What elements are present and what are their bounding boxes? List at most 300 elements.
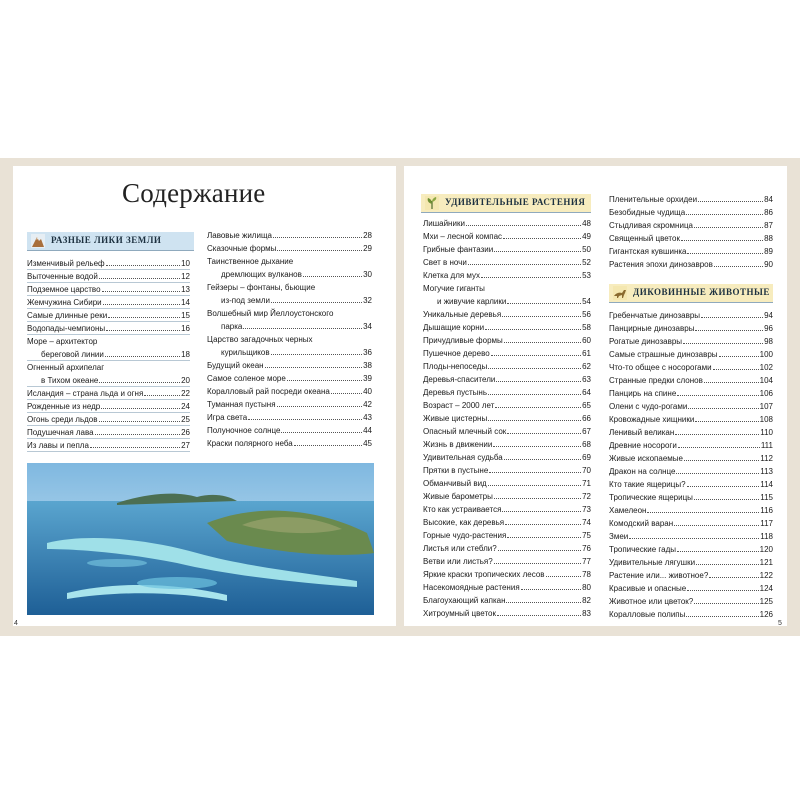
toc-entry-title: Изменчивый рельеф xyxy=(27,259,105,268)
toc-dot-leader xyxy=(468,256,581,265)
toc-entry[interactable] xyxy=(207,385,372,398)
toc-entry-page: 118 xyxy=(760,532,773,541)
toc-entry-page: 90 xyxy=(764,260,773,269)
toc-entry-title: Гигантская кувшинка xyxy=(609,247,687,256)
toc-entry-title: Уникальные деревья xyxy=(423,310,502,319)
toc-entry[interactable] xyxy=(423,425,591,438)
toc-entry-title: Самые длинные реки xyxy=(27,311,108,320)
toc-entry-page: 86 xyxy=(764,208,773,217)
toc-entry[interactable] xyxy=(207,307,372,320)
toc-entry[interactable] xyxy=(609,400,773,413)
toc-dot-leader xyxy=(687,478,760,487)
toc-entry-page: 80 xyxy=(582,583,591,592)
toc-entry[interactable] xyxy=(207,346,372,359)
toc-entry-page: 104 xyxy=(759,376,773,385)
toc-entry-title: Пленительные орхидеи xyxy=(609,195,698,204)
toc-entry[interactable] xyxy=(423,477,591,490)
toc-entry-title: Удивительная судьба xyxy=(423,453,503,462)
toc-entry-title: Возраст – 2000 лет xyxy=(423,401,495,410)
toc-entry[interactable] xyxy=(609,556,773,569)
toc-entry-title: Благоухающий капкан xyxy=(423,596,506,605)
toc-entry[interactable] xyxy=(609,413,773,426)
toc-entry-page: 82 xyxy=(582,596,591,605)
toc-entry-title: Могучие гиганты xyxy=(423,284,485,293)
toc-entry-page: 66 xyxy=(582,414,591,423)
toc-dot-leader xyxy=(507,425,581,434)
toc-dot-leader xyxy=(694,219,763,228)
toc-entry-page: 88 xyxy=(764,234,773,243)
toc-entry[interactable] xyxy=(609,569,773,582)
toc-dot-leader xyxy=(701,309,763,318)
toc-dot-leader xyxy=(106,257,180,266)
toc-entry-page: 56 xyxy=(582,310,591,319)
section-title-animals: ДИКОВИННЫЕ ЖИВОТНЫЕ xyxy=(633,287,770,297)
toc-entry-title: Мхи – лесной компас xyxy=(423,232,503,241)
toc-dot-leader xyxy=(494,490,581,499)
toc-entry-page: 124 xyxy=(759,584,773,593)
toc-entry-title: Странные предки слонов xyxy=(609,376,703,385)
toc-entry-title: Хамелеон xyxy=(609,506,647,515)
toc-entry[interactable] xyxy=(423,464,591,477)
toc-entry[interactable] xyxy=(609,504,773,517)
toc-entry[interactable] xyxy=(423,438,591,451)
toc-dot-leader xyxy=(99,413,181,422)
toc-entry-title: Хитроумный цветок xyxy=(423,609,496,618)
toc-entry[interactable] xyxy=(423,334,591,347)
toc-entry[interactable] xyxy=(423,386,591,399)
toc-entry-page: 122 xyxy=(759,571,773,580)
toc-dot-leader xyxy=(505,516,581,525)
toc-dot-leader xyxy=(95,426,180,435)
toc-entry-title: Самые страшные динозавры xyxy=(609,350,718,359)
toc-entry[interactable] xyxy=(609,219,773,232)
toc-entry-page: 83 xyxy=(582,609,591,618)
toc-dot-leader xyxy=(99,374,180,383)
toc-entry-title: Живые барометры xyxy=(423,492,493,501)
toc-dot-leader xyxy=(704,374,759,383)
toc-entry-title: Рожденные из недр xyxy=(27,402,101,411)
toc-entry-title: Кто такие ящерицы? xyxy=(609,480,686,489)
toc-entry-page: 75 xyxy=(582,531,591,540)
toc-entry[interactable] xyxy=(423,568,591,581)
toc-dot-leader xyxy=(686,206,763,215)
toc-dot-leader xyxy=(105,348,180,357)
toc-entry-page: 72 xyxy=(582,492,591,501)
toc-entry-page: 73 xyxy=(582,505,591,514)
toc-dot-leader xyxy=(502,503,581,512)
toc-entry-page: 10 xyxy=(181,259,190,268)
toc-entry-page: 100 xyxy=(759,350,773,359)
toc-entry-title: Волшебный мир Йеллоустонского xyxy=(207,309,334,318)
toc-entry-page: 120 xyxy=(759,545,773,554)
toc-entry-title: Змеи xyxy=(609,532,629,541)
toc-entry-page: 26 xyxy=(181,428,190,437)
toc-dot-leader xyxy=(629,530,759,539)
toc-entry-page: 115 xyxy=(760,493,773,502)
toc-entry-title: Красивые и опасные xyxy=(609,584,687,593)
toc-entry[interactable] xyxy=(609,322,773,335)
toc-entry-title: и живучие карлики xyxy=(437,297,507,306)
toc-entry[interactable] xyxy=(609,309,773,322)
toc-entry-title: Водопады-чемпионы xyxy=(27,324,106,333)
toc-entry[interactable] xyxy=(423,412,591,425)
toc-entry-title: парка xyxy=(221,322,243,331)
toc-entry-title: Из лавы и пепла xyxy=(27,441,89,450)
toc-entry-page: 68 xyxy=(582,440,591,449)
toc-entry-title: Огненный архипелаг xyxy=(27,363,105,372)
toc-dot-leader xyxy=(504,451,581,460)
toc-dot-leader xyxy=(488,477,581,486)
toc-dot-leader xyxy=(493,438,581,447)
toc-entry-title: Кто как устраивается xyxy=(423,505,502,514)
toc-entry[interactable] xyxy=(609,478,773,491)
toc-entry-title: Листья или стебли? xyxy=(423,544,497,553)
toc-entry[interactable] xyxy=(609,426,773,439)
toc-entry-title: Удивительные лягушки xyxy=(609,558,696,567)
toc-entry-title: Грибные фантазии xyxy=(423,245,494,254)
toc-entry-page: 125 xyxy=(759,597,773,606)
toc-entry-title: Туманная пустыня xyxy=(207,400,276,409)
toc-dot-leader xyxy=(675,426,759,435)
toc-entry[interactable] xyxy=(423,529,591,542)
toc-entry-title: Плоды-непоседы xyxy=(423,362,488,371)
toc-entry-title: Рогатые динозавры xyxy=(609,337,683,346)
toc-entry-page: 42 xyxy=(363,400,372,409)
toc-entry-page: 34 xyxy=(363,322,372,331)
toc-entry-page: 28 xyxy=(363,231,372,240)
toc-entry-title: Стыдливая скромница xyxy=(609,221,693,230)
toc-entry[interactable] xyxy=(609,543,773,556)
toc-entry-title: Лишайники xyxy=(423,219,465,228)
toc-entry[interactable] xyxy=(609,361,773,374)
page-title: Содержание xyxy=(122,178,266,208)
toc-entry[interactable] xyxy=(609,193,773,206)
section-title-earth: РАЗНЫЕ ЛИКИ ЗЕМЛИ xyxy=(51,235,162,245)
toc-entry[interactable] xyxy=(207,294,372,307)
toc-entry-title: Гребенчатые динозавры xyxy=(609,311,701,320)
toc-dot-leader xyxy=(494,243,581,252)
toc-entry-title: дремлющих вулканов xyxy=(221,270,302,279)
toc-entry-page: 52 xyxy=(582,258,591,267)
toc-entry[interactable] xyxy=(207,359,372,372)
toc-entry[interactable] xyxy=(423,243,591,256)
toc-entry[interactable] xyxy=(423,607,591,620)
section-header-earth xyxy=(27,232,194,251)
toc-entry-title: Комодский варан xyxy=(609,519,674,528)
toc-entry[interactable] xyxy=(207,255,372,268)
toc-entry-page: 113 xyxy=(760,467,773,476)
toc-entry-page: 60 xyxy=(582,336,591,345)
toc-entry-page: 14 xyxy=(181,298,190,307)
toc-entry[interactable] xyxy=(27,361,190,374)
toc-entry[interactable] xyxy=(423,308,591,321)
toc-entry[interactable] xyxy=(423,399,591,412)
toc-entry[interactable] xyxy=(423,295,591,308)
toc-entry-page: 43 xyxy=(363,413,372,422)
toc-dot-leader xyxy=(719,348,759,357)
toc-dot-leader xyxy=(696,556,759,565)
toc-dot-leader xyxy=(273,229,362,238)
toc-entry-title: Тропические ящерицы xyxy=(609,493,693,502)
toc-dot-leader xyxy=(498,542,581,551)
toc-entry[interactable] xyxy=(609,245,773,258)
toc-entry-title: Кровожадные хищники xyxy=(609,415,695,424)
toc-entry[interactable] xyxy=(423,373,591,386)
toc-dot-leader xyxy=(709,569,758,578)
toc-entry[interactable] xyxy=(609,348,773,361)
toc-dot-leader xyxy=(503,230,581,239)
toc-entry[interactable] xyxy=(423,230,591,243)
toc-entry-title: Подушечная лава xyxy=(27,428,94,437)
toc-entry[interactable] xyxy=(423,581,591,594)
toc-dot-leader xyxy=(647,504,759,513)
toc-entry-title: Море – архитектор xyxy=(27,337,98,346)
toc-dot-leader xyxy=(265,359,363,368)
page-number-left: 4 xyxy=(14,620,18,627)
toc-entry[interactable] xyxy=(609,608,773,621)
toc-entry-title: Царство загадочных черных xyxy=(207,335,313,344)
toc-column-3 xyxy=(423,217,591,620)
toc-entry[interactable] xyxy=(423,542,591,555)
toc-entry-title: Пушечное дерево xyxy=(423,349,490,358)
toc-entry[interactable] xyxy=(609,582,773,595)
toc-dot-leader xyxy=(277,242,362,251)
toc-dot-leader xyxy=(502,308,581,317)
toc-entry[interactable] xyxy=(207,398,372,411)
toc-entry-title: Клетка для мух xyxy=(423,271,481,280)
toc-entry-page: 65 xyxy=(582,401,591,410)
dinosaur-icon xyxy=(613,286,627,300)
toc-entry-page: 22 xyxy=(181,389,190,398)
toc-dot-leader xyxy=(677,543,759,552)
toc-dot-leader xyxy=(698,193,763,202)
toc-entry[interactable] xyxy=(423,516,591,529)
toc-dot-leader xyxy=(677,387,758,396)
toc-entry[interactable] xyxy=(609,439,773,452)
toc-entry[interactable] xyxy=(423,451,591,464)
toc-dot-leader xyxy=(99,270,180,279)
toc-entry-title: Дышащие корни xyxy=(423,323,485,332)
toc-entry[interactable] xyxy=(207,242,372,255)
toc-dot-leader xyxy=(277,398,363,407)
toc-entry-title: Выточенные водой xyxy=(27,272,98,281)
toc-entry-page: 71 xyxy=(582,479,591,488)
toc-entry-page: 117 xyxy=(760,519,773,528)
toc-entry-page: 78 xyxy=(582,570,591,579)
toc-dot-leader xyxy=(546,568,582,577)
toc-entry-page: 126 xyxy=(759,610,773,619)
toc-entry-page: 70 xyxy=(582,466,591,475)
toc-dot-leader xyxy=(681,232,763,241)
toc-entry[interactable] xyxy=(423,490,591,503)
toc-entry-title: Панцирь на спине xyxy=(609,389,677,398)
toc-entry-page: 107 xyxy=(759,402,773,411)
toc-entry[interactable] xyxy=(423,217,591,230)
toc-entry-title: Жемчужина Сибири xyxy=(27,298,102,307)
toc-dot-leader xyxy=(521,581,581,590)
toc-entry-title: Обманчивый вид xyxy=(423,479,487,488)
toc-entry[interactable] xyxy=(609,206,773,219)
toc-dot-leader xyxy=(491,347,581,356)
toc-entry-page: 84 xyxy=(764,195,773,204)
toc-entry[interactable] xyxy=(423,555,591,568)
toc-entry-title: в Тихом океане xyxy=(41,376,99,385)
toc-entry[interactable] xyxy=(423,503,591,516)
toc-entry-page: 48 xyxy=(582,219,591,228)
toc-entry-title: Деревья-спасители xyxy=(423,375,496,384)
toc-dot-leader xyxy=(243,320,362,329)
toc-entry-page: 15 xyxy=(181,311,190,320)
toc-entry-page: 24 xyxy=(181,402,190,411)
toc-entry[interactable] xyxy=(423,256,591,269)
toc-entry-page: 89 xyxy=(764,247,773,256)
toc-entry-title: Ленивый великан xyxy=(609,428,675,437)
toc-entry-page: 13 xyxy=(181,285,190,294)
toc-entry-title: Краски полярного неба xyxy=(207,439,293,448)
toc-entry[interactable] xyxy=(609,530,773,543)
toc-dot-leader xyxy=(248,411,362,420)
toc-entry[interactable] xyxy=(609,258,773,271)
toc-entry[interactable] xyxy=(207,333,372,346)
toc-entry[interactable] xyxy=(207,437,372,450)
toc-entry-page: 20 xyxy=(181,376,190,385)
toc-entry-page: 50 xyxy=(582,245,591,254)
toc-entry-page: 112 xyxy=(760,454,773,463)
toc-entry-title: Священный цветок xyxy=(609,234,680,243)
toc-dot-leader xyxy=(271,346,363,355)
toc-entry-title: Коралловый рай посреди океана xyxy=(207,387,330,396)
toc-entry-page: 69 xyxy=(582,453,591,462)
toc-entry-title: Сказочные формы xyxy=(207,244,277,253)
toc-entry[interactable] xyxy=(207,372,372,385)
toc-entry-page: 54 xyxy=(582,297,591,306)
toc-entry[interactable] xyxy=(207,424,372,437)
toc-dot-leader xyxy=(90,439,180,448)
toc-entry-title: Животное или цветок? xyxy=(609,597,694,606)
toc-dot-leader xyxy=(687,582,758,591)
toc-entry[interactable] xyxy=(207,320,372,333)
toc-dot-leader xyxy=(144,387,180,396)
toc-dot-leader xyxy=(678,439,760,448)
toc-entry[interactable] xyxy=(423,269,591,282)
toc-entry-page: 74 xyxy=(582,518,591,527)
toc-entry-page: 63 xyxy=(582,375,591,384)
toc-entry[interactable] xyxy=(609,465,773,478)
toc-entry[interactable] xyxy=(207,268,372,281)
toc-entry[interactable] xyxy=(207,411,372,424)
toc-entry-page: 18 xyxy=(181,350,190,359)
toc-dot-leader xyxy=(695,413,758,422)
toc-entry-page: 102 xyxy=(759,363,773,372)
toc-entry-page: 77 xyxy=(582,557,591,566)
toc-column-4-bottom xyxy=(609,309,773,621)
toc-entry-page: 38 xyxy=(363,361,372,370)
toc-entry-title: Деревья пустынь xyxy=(423,388,487,397)
toc-entry-page: 12 xyxy=(181,272,190,281)
toc-entry[interactable] xyxy=(609,517,773,530)
toc-entry-title: Самое соленое море xyxy=(207,374,286,383)
toc-entry-title: Опасный млечный сок xyxy=(423,427,507,436)
toc-entry-title: Насекомоядные растения xyxy=(423,583,520,592)
toc-entry[interactable] xyxy=(207,281,372,294)
toc-column-1 xyxy=(27,257,190,452)
toc-dot-leader xyxy=(102,283,181,292)
toc-entry-title: Жизнь в движении xyxy=(423,440,493,449)
toc-dot-leader xyxy=(674,517,759,526)
toc-entry-title: Причудливые формы xyxy=(423,336,503,345)
toc-entry-title: Подземное царство xyxy=(27,285,101,294)
toc-entry-title: Тропические гады xyxy=(609,545,677,554)
toc-dot-leader xyxy=(101,400,180,409)
toc-entry-title: Горные чудо-растения xyxy=(423,531,507,540)
toc-entry[interactable] xyxy=(423,282,591,295)
toc-dot-leader xyxy=(485,321,581,330)
toc-entry-page: 36 xyxy=(363,348,372,357)
toc-entry-page: 61 xyxy=(582,349,591,358)
toc-entry-page: 96 xyxy=(764,324,773,333)
mountain-icon xyxy=(31,234,45,248)
toc-dot-leader xyxy=(488,386,581,395)
toc-entry-page: 114 xyxy=(760,480,773,489)
toc-entry-page: 27 xyxy=(181,441,190,450)
toc-entry-page: 67 xyxy=(582,427,591,436)
toc-entry[interactable] xyxy=(609,335,773,348)
toc-dot-leader xyxy=(108,309,180,318)
toc-entry[interactable] xyxy=(423,347,591,360)
toc-entry-page: 111 xyxy=(760,441,773,450)
toc-dot-leader xyxy=(287,372,362,381)
toc-entry-title: Игра света xyxy=(207,413,248,422)
toc-entry[interactable] xyxy=(609,387,773,400)
toc-entry-page: 39 xyxy=(363,374,372,383)
toc-entry[interactable] xyxy=(207,229,372,242)
toc-entry-title: курильщиков xyxy=(221,348,270,357)
toc-entry[interactable] xyxy=(27,335,190,348)
toc-entry-title: из-под земли xyxy=(221,296,270,305)
section-header-animals xyxy=(609,284,773,303)
toc-entry[interactable] xyxy=(609,232,773,245)
toc-entry-title: Растение или... животное? xyxy=(609,571,709,580)
toc-dot-leader xyxy=(713,361,759,370)
toc-entry-page: 49 xyxy=(582,232,591,241)
toc-entry[interactable] xyxy=(609,374,773,387)
toc-dot-leader xyxy=(497,607,581,616)
toc-entry[interactable] xyxy=(609,491,773,504)
toc-entry[interactable] xyxy=(423,594,591,607)
toc-entry-title: Коралловые полипы xyxy=(609,610,686,619)
toc-entry-title: Живые цистерны xyxy=(423,414,488,423)
toc-entry[interactable] xyxy=(609,452,773,465)
toc-dot-leader xyxy=(488,360,581,369)
toc-entry-title: Таинственное дыхание xyxy=(207,257,294,266)
toc-entry[interactable] xyxy=(423,321,591,334)
toc-entry-page: 87 xyxy=(764,221,773,230)
toc-entry[interactable] xyxy=(609,595,773,608)
toc-entry-page: 106 xyxy=(759,389,773,398)
toc-dot-leader xyxy=(466,217,581,226)
toc-dot-leader xyxy=(694,595,758,604)
toc-entry[interactable] xyxy=(423,360,591,373)
toc-entry-page: 32 xyxy=(363,296,372,305)
toc-entry-title: Олени с чудо-рогами xyxy=(609,402,688,411)
toc-entry-title: Исландия – страна льда и огня xyxy=(27,389,144,398)
toc-entry-title: Яркие краски тропических лесов xyxy=(423,570,545,579)
toc-entry-page: 53 xyxy=(582,271,591,280)
toc-dot-leader xyxy=(714,258,763,267)
toc-entry-title: Полуночное солнце xyxy=(207,426,281,435)
toc-entry-title: Высокие, как деревья xyxy=(423,518,505,527)
toc-dot-leader xyxy=(687,245,763,254)
